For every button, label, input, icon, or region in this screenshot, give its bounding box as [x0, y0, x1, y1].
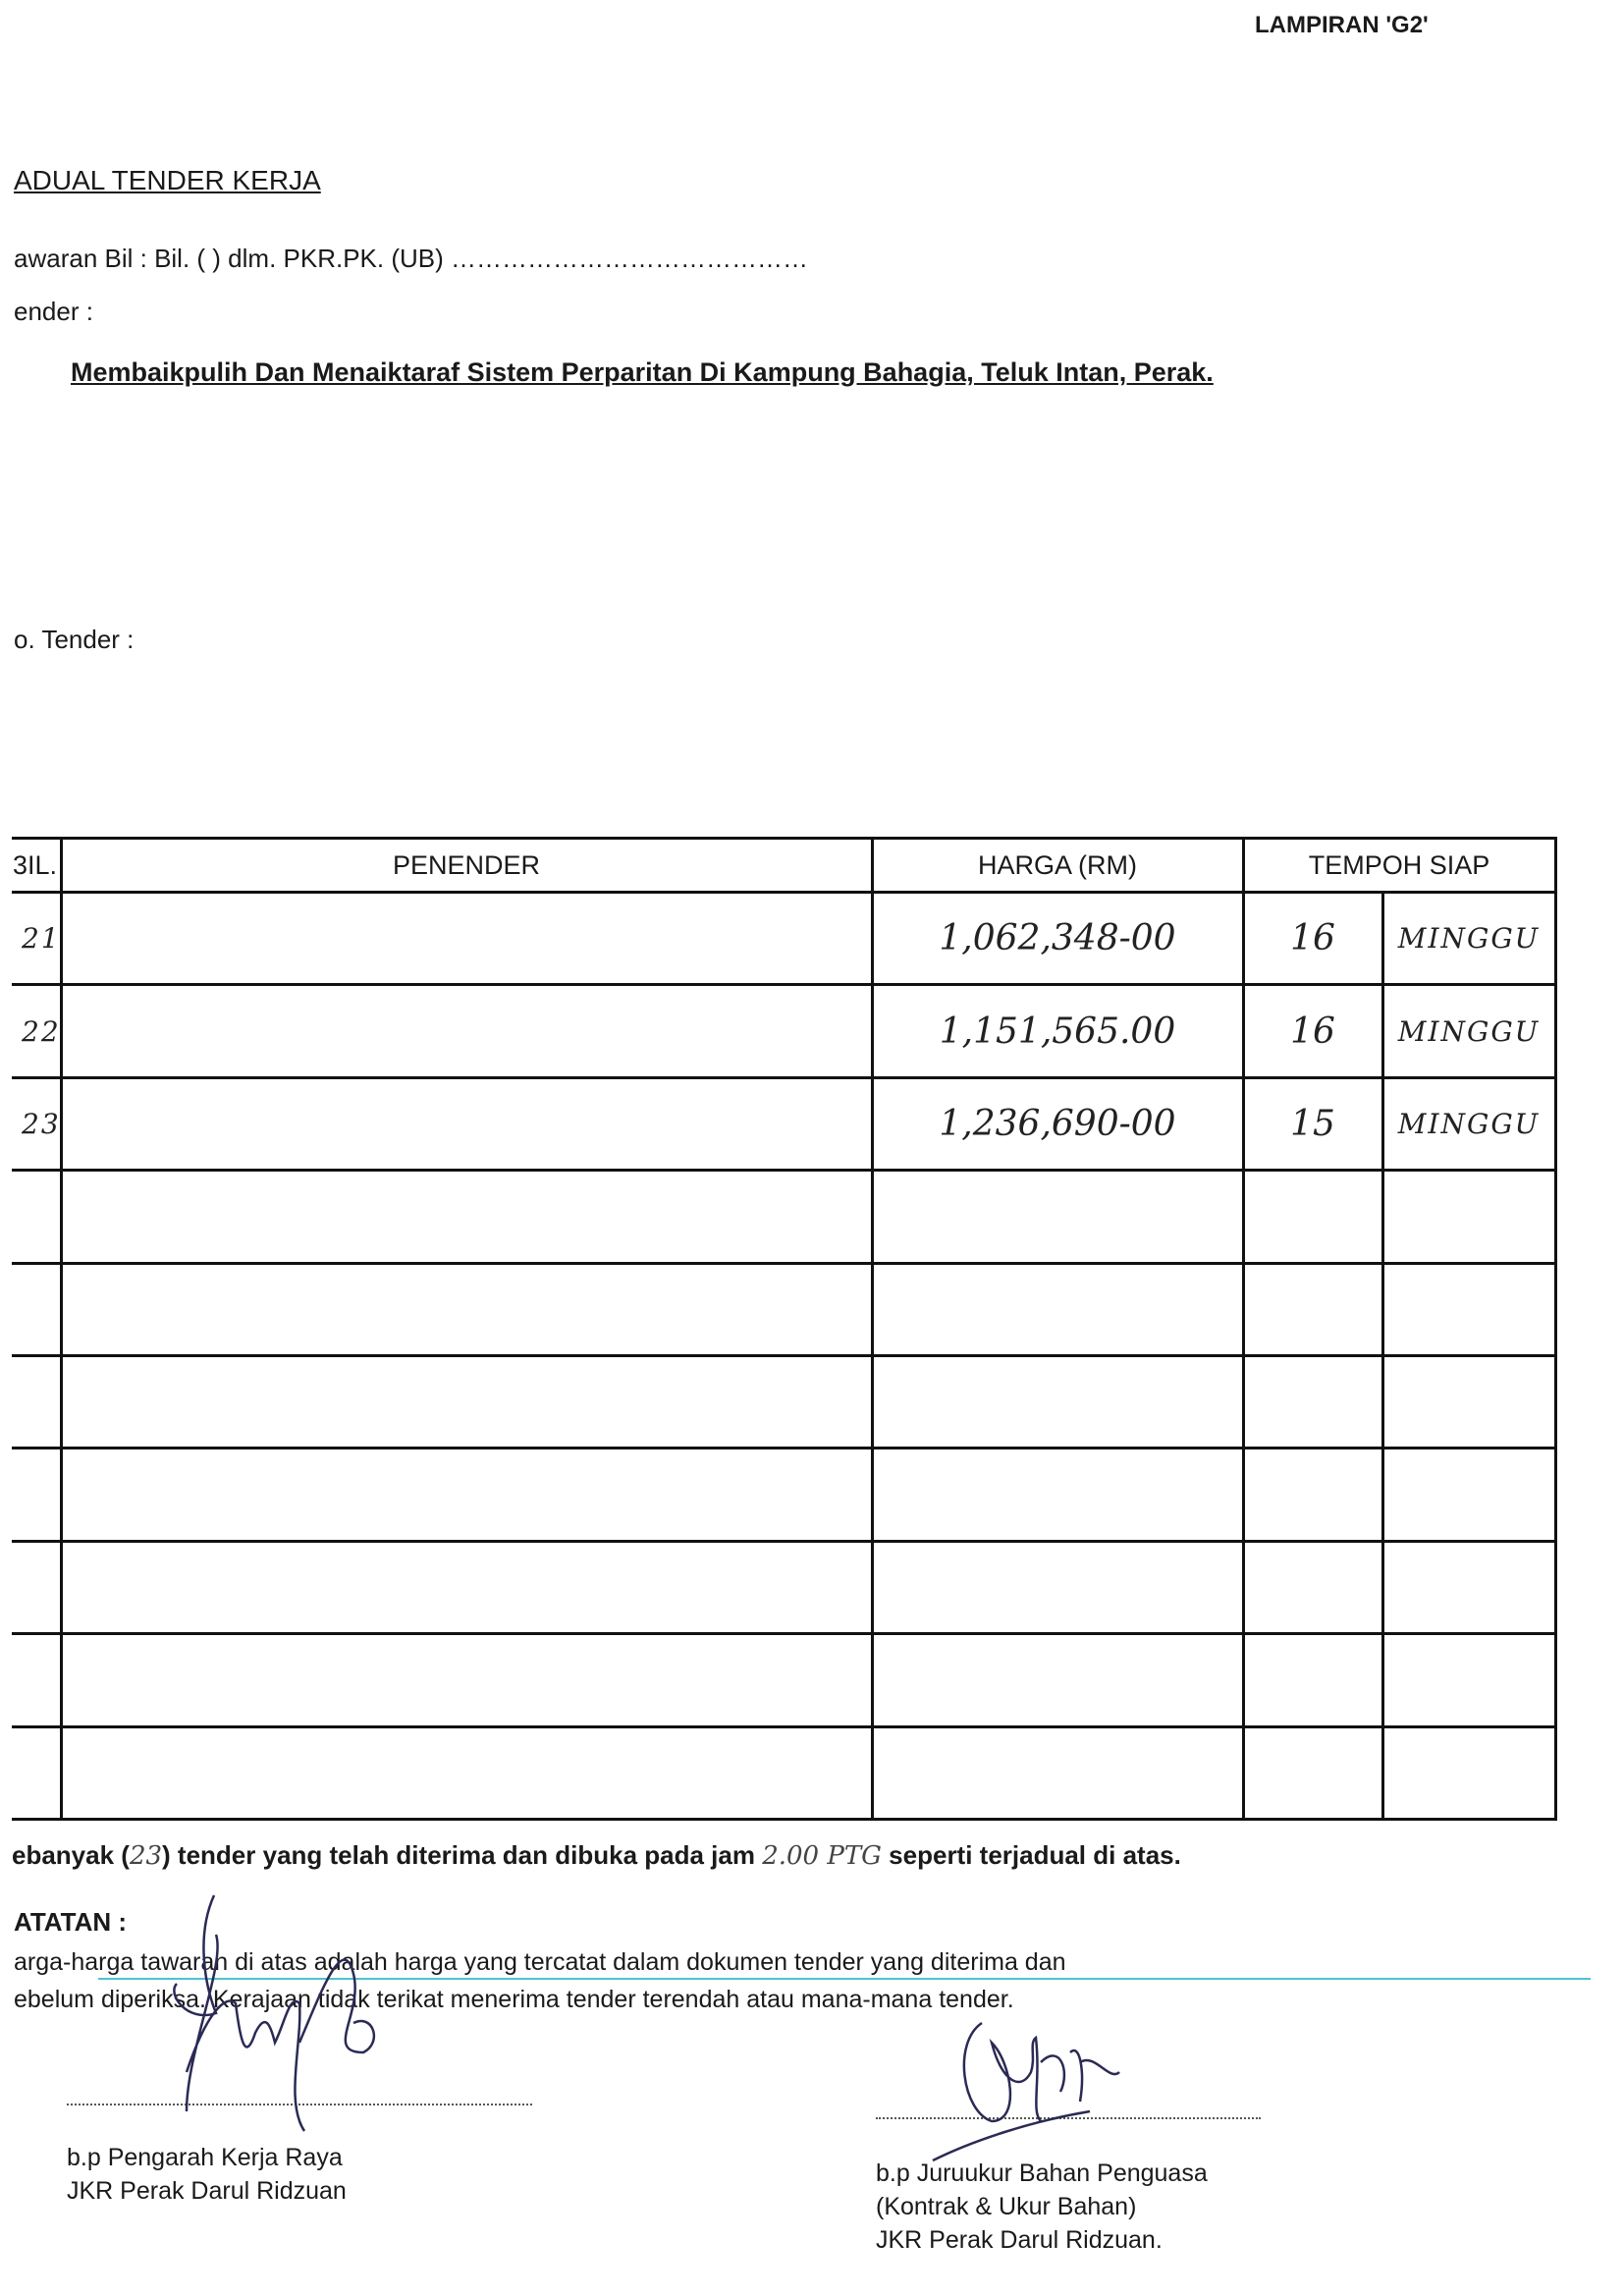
signature-right-caption [876, 2157, 1208, 2257]
summary-prefix: ebanyak ( [12, 1840, 130, 1870]
table-row [12, 893, 1555, 985]
column-header-harga: HARGA (RM) [872, 839, 1243, 893]
summary-line [12, 1840, 1181, 1871]
document-title: ADUAL TENDER KERJA [14, 165, 321, 195]
signature-left-caption [67, 2141, 347, 2208]
tender-label: ender : [14, 297, 93, 326]
table-row [12, 1077, 1555, 1170]
table-row [12, 985, 1555, 1077]
tempoh-unit-cell: MINGGU [1382, 1077, 1555, 1170]
empty-table-row [12, 1541, 1555, 1633]
penender-cell [61, 893, 872, 985]
column-header-tempoh: TEMPOH SIAP [1243, 839, 1555, 893]
summary-suffix: seperti terjadual di atas. [881, 1840, 1181, 1870]
empty-table-row [12, 1355, 1555, 1448]
reference-line: awaran Bil : Bil. ( ) dlm. PKR.PK. (UB) …………………………………… [14, 244, 808, 273]
penender-cell [61, 1077, 872, 1170]
signature-left-title: b.p Pengarah Kerja Raya [67, 2144, 343, 2171]
signature-left-office: JKR Perak Darul Ridzuan [67, 2177, 347, 2205]
tender-table [12, 837, 1557, 1821]
bil-cell: 23 [12, 1077, 61, 1170]
tempoh-number-cell: 16 [1243, 893, 1382, 985]
signature-right-title: b.p Juruukur Bahan Penguasa [876, 2159, 1208, 2187]
empty-table-row [12, 1263, 1555, 1355]
bil-cell: 21 [12, 893, 61, 985]
harga-cell: 1,236,690-00 [872, 1077, 1243, 1170]
project-title: Membaikpulih Dan Menaiktaraf Sistem Perparitan Di Kampung Bahagia, Teluk Intan, Perak. [71, 357, 1214, 387]
empty-table-row [12, 1726, 1555, 1819]
note-line-1: arga-harga tawaran di atas adalah harga yang tercatat dalam dokumen tender yang diterima dan [14, 1948, 1066, 1976]
note-line-2: ebelum diperiksa. Kerajaan tidak terikat menerima tender terendah atau mana-mana tender. [14, 1986, 1014, 2013]
no-tender-label: o. Tender : [14, 625, 135, 654]
column-header-penender: PENENDER [61, 839, 872, 893]
lampiran-label: LAMPIRAN 'G2' [1255, 12, 1429, 38]
tempoh-unit-cell: MINGGU [1382, 985, 1555, 1077]
harga-cell: 1,151,565.00 [872, 985, 1243, 1077]
empty-table-row [12, 1449, 1555, 1541]
penender-cell [61, 985, 872, 1077]
opening-time: 2.00 PTG [762, 1841, 882, 1871]
signature-right-division: (Kontrak & Ukur Bahan) [876, 2193, 1137, 2220]
notes-heading: ATATAN : [14, 1907, 128, 1937]
tempoh-number-cell: 16 [1243, 985, 1382, 1077]
empty-table-row [12, 1171, 1555, 1263]
summary-middle: ) tender yang telah diterima dan dibuka pada jam [162, 1840, 763, 1870]
tender-count: 23 [129, 1841, 163, 1871]
signature-right-office: JKR Perak Darul Ridzuan. [876, 2226, 1163, 2254]
bil-cell: 22 [12, 985, 61, 1077]
tempoh-unit-cell: MINGGU [1382, 893, 1555, 985]
table-header-row [12, 839, 1555, 893]
column-header-bil: 3IL. [12, 839, 61, 893]
empty-table-row [12, 1634, 1555, 1726]
signature-right-icon [913, 2003, 1149, 2170]
harga-cell: 1,062,348-00 [872, 893, 1243, 985]
signature-left-icon [128, 1876, 422, 2151]
tempoh-number-cell: 15 [1243, 1077, 1382, 1170]
